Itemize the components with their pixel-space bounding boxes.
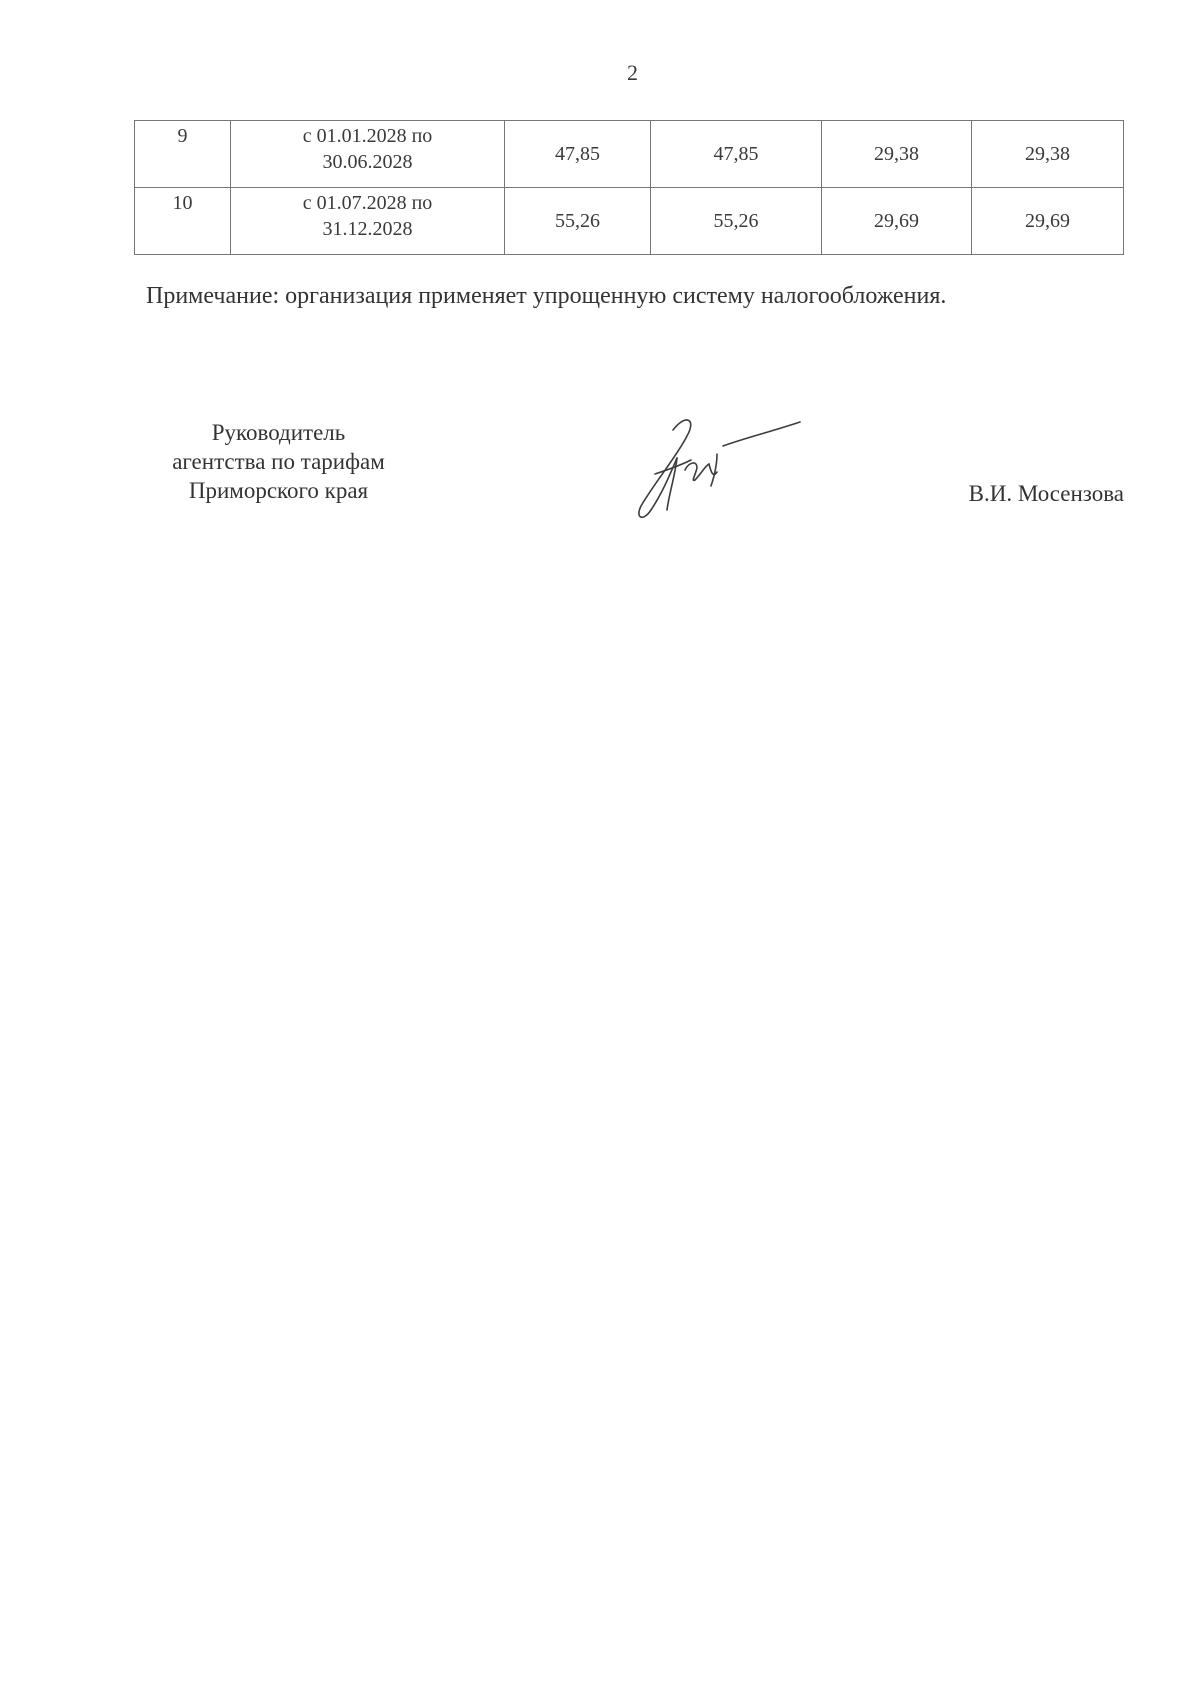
- value-cell: 29,38: [972, 121, 1124, 188]
- note-text: Примечание: организация применяет упрощенную систему налогообложения.: [146, 283, 947, 309]
- value-cell: 55,26: [505, 188, 651, 255]
- row-number-cell: 9: [135, 121, 231, 188]
- tariff-table: [134, 120, 1124, 255]
- row-number-cell: 10: [135, 188, 231, 255]
- period-end: 30.06.2028: [322, 151, 413, 173]
- signer-title: [126, 418, 431, 505]
- table-row: [135, 121, 1124, 188]
- value-cell: 47,85: [651, 121, 822, 188]
- handwritten-signature-icon: [615, 410, 815, 525]
- value-cell: 47,85: [505, 121, 651, 188]
- page-number: 2: [627, 60, 638, 85]
- period-end: 31.12.2028: [322, 218, 413, 240]
- value-cell: 29,69: [972, 188, 1124, 255]
- value-cell: 29,69: [822, 188, 972, 255]
- signer-title-line: агентства по тарифам: [172, 449, 385, 474]
- period-cell: [231, 121, 505, 188]
- value-cell: 29,38: [822, 121, 972, 188]
- period-start: с 01.01.2028 по: [302, 125, 433, 147]
- signer-name: В.И. Мосензова: [968, 481, 1124, 506]
- value-cell: 55,26: [651, 188, 822, 255]
- signer-title-line: Руководитель: [211, 420, 346, 445]
- period-cell: [231, 188, 505, 255]
- table-row: [135, 188, 1124, 255]
- signer-title-line: Приморского края: [188, 478, 369, 503]
- period-start: с 01.07.2028 по: [302, 192, 433, 214]
